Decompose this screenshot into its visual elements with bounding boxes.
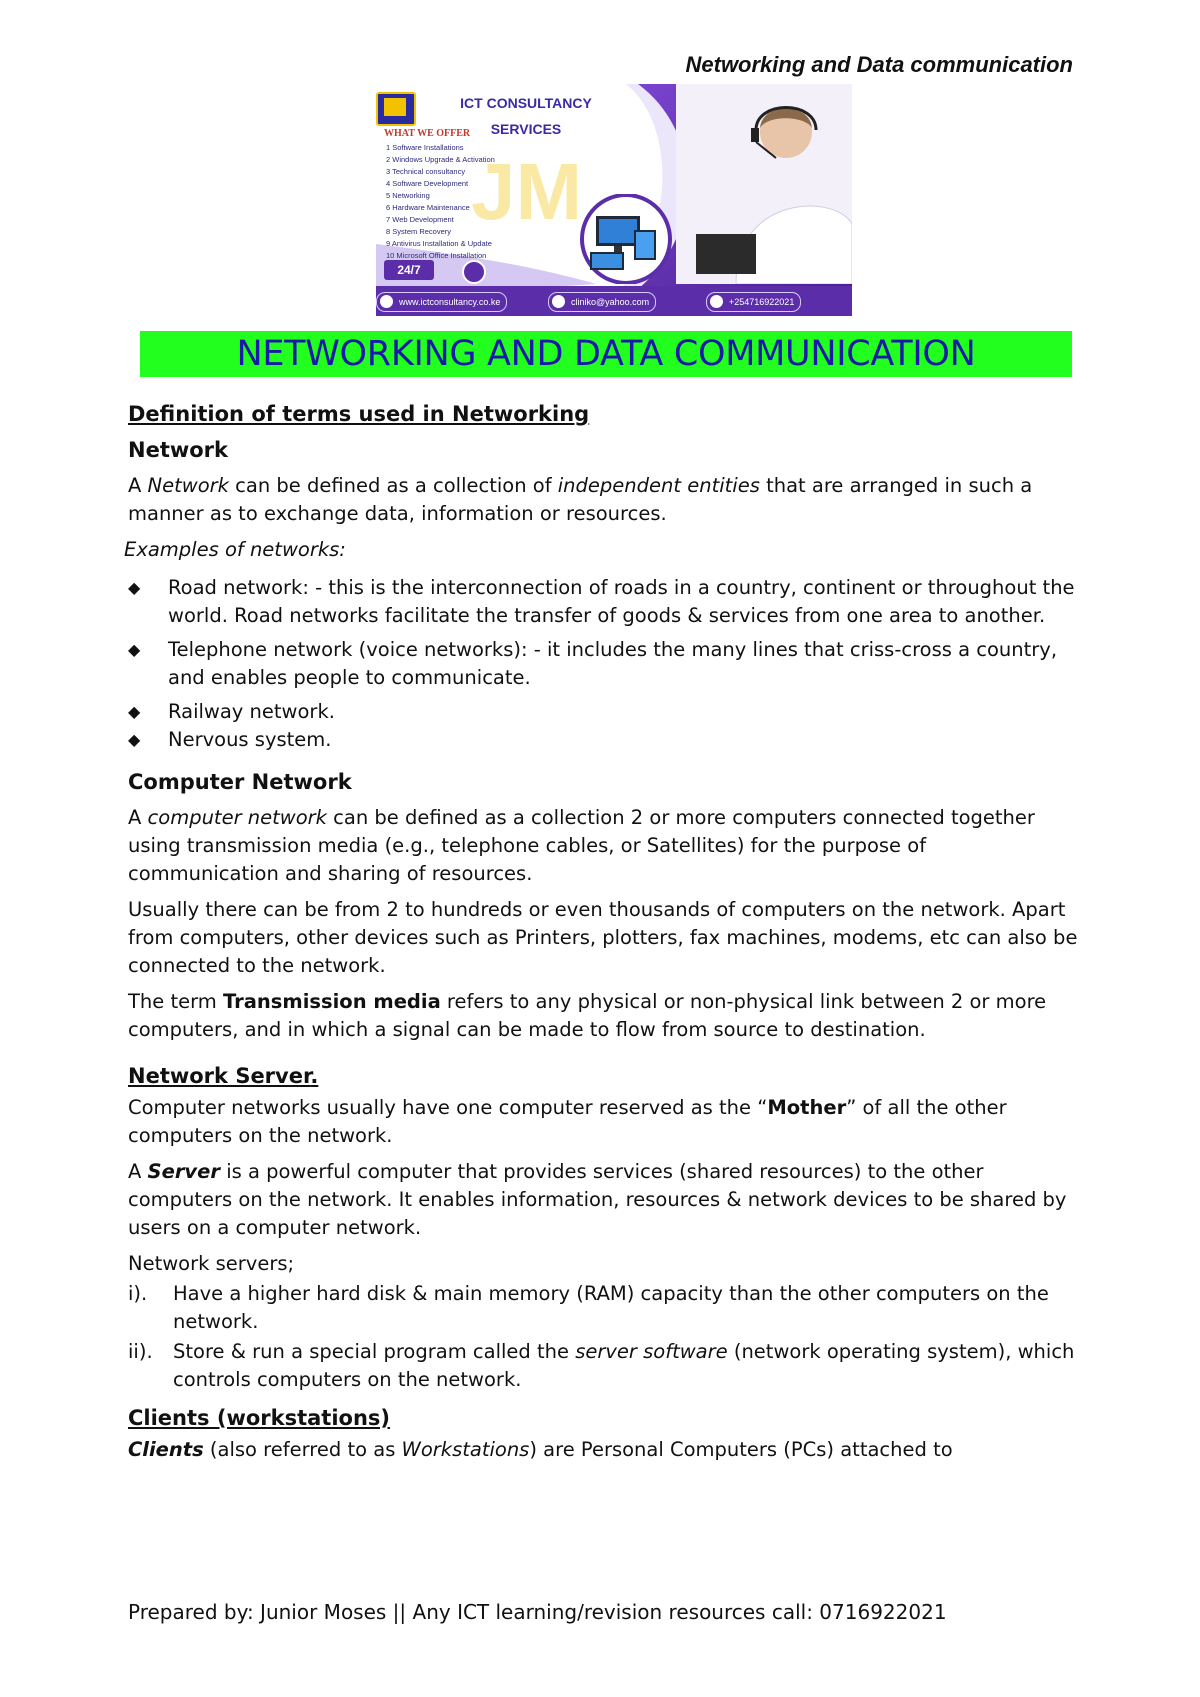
banner-email xyxy=(548,292,656,312)
page-title: NETWORKING AND DATA COMMUNICATION xyxy=(140,331,1072,377)
banner-phone xyxy=(706,292,801,312)
network-heading: Network xyxy=(128,438,229,462)
list-number: i). xyxy=(128,1282,148,1305)
banner-service-item: 2 Windows Upgrade & Activation xyxy=(386,155,495,164)
list-number: ii). xyxy=(128,1340,153,1363)
term-network: Network xyxy=(147,474,229,497)
list-item-text: Railway network. xyxy=(168,700,335,723)
term-computer-network: computer network xyxy=(147,806,327,829)
text-run: refers to any physical or non-physical link between 2 or more computers, and in which a signal can be made to flow from source to destination. xyxy=(128,990,1047,1041)
examples-list xyxy=(128,574,1078,754)
list-item xyxy=(128,574,1078,630)
term-server: Server xyxy=(147,1160,220,1183)
banner-service-item: 10 Microsoft Office Installation xyxy=(386,251,487,260)
list-item xyxy=(128,636,1078,692)
banner-website xyxy=(376,292,507,312)
transmission-media-para xyxy=(128,988,1078,1044)
network-definition xyxy=(128,472,1078,528)
term-workstations: Workstations xyxy=(401,1438,530,1461)
svg-text:JM: JM xyxy=(471,147,583,236)
text-run: (also referred to as xyxy=(203,1438,402,1461)
document-body xyxy=(124,400,1078,1472)
clock-icon xyxy=(462,260,486,284)
text-run: can be defined as a collection of xyxy=(228,474,558,497)
list-item-text: Nervous system. xyxy=(168,728,332,751)
banner-services-list xyxy=(386,142,495,262)
text-run: that are arranged in such a manner as to exchange data, information or resources. xyxy=(128,474,1033,525)
definition-heading: Definition of terms used in Networking xyxy=(128,402,590,426)
diamond-bullet-icon: ◆ xyxy=(128,578,141,597)
term-independent-entities: independent entities xyxy=(557,474,760,497)
text-run: ” of all the other computers on the network. xyxy=(128,1096,1007,1147)
examples-label: Examples of networks: xyxy=(124,538,346,561)
clients-heading: Clients (workstations) xyxy=(128,1406,391,1430)
text-run: Store & run a special program called the xyxy=(173,1340,576,1363)
banner-service-item: 8 System Recovery xyxy=(386,227,452,236)
text-run: A xyxy=(128,474,148,497)
availability-badge: 24/7 xyxy=(384,260,434,280)
banner-title: ICT CONSULTANCY SERVICES xyxy=(460,95,592,137)
list-item-text: Have a higher hard disk & main memory (RAM) capacity than the other computers on the network. xyxy=(173,1282,1049,1333)
diamond-bullet-icon: ◆ xyxy=(128,640,141,659)
computer-network-definition xyxy=(128,804,1078,888)
banner-service-item: 3 Technical consultancy xyxy=(386,167,466,176)
list-item-text: Road network: - this is the interconnection of roads in a country, continent or throughout the world. Road networks facilitate the transfer of goods & services from one area to another. xyxy=(168,576,1075,627)
server-para2 xyxy=(128,1158,1078,1242)
banner-phone-text: +254716922021 xyxy=(729,297,795,307)
text-run: ) are Personal Computers (PCs) attached to xyxy=(529,1438,953,1461)
banner-service-item: 5 Networking xyxy=(386,191,430,200)
diamond-bullet-icon: ◆ xyxy=(128,702,141,721)
servers-list-intro: Network servers; xyxy=(128,1252,295,1275)
text-run: A xyxy=(128,1160,148,1183)
diamond-bullet-icon: ◆ xyxy=(128,730,141,749)
network-server-heading-text: Network Server xyxy=(128,1064,311,1088)
network-server-heading xyxy=(128,1062,1078,1090)
banner-service-item: 6 Hardware Maintenance xyxy=(386,203,470,212)
list-item xyxy=(128,698,1078,726)
banner-service-item: 7 Web Development xyxy=(386,215,454,224)
computer-devices-icon xyxy=(576,194,676,284)
text-run: A xyxy=(128,806,148,829)
page-footer: Prepared by: Junior Moses || Any ICT learning/revision resources call: 0716922021 xyxy=(128,1600,947,1624)
text-run: (network operating system), which controls computers on the network. xyxy=(173,1340,1075,1391)
servers-list xyxy=(128,1280,1078,1394)
banner-service-item: 9 Antivirus Installation & Update xyxy=(386,239,492,248)
list-item xyxy=(128,726,1078,754)
logo-icon xyxy=(376,92,416,126)
text-run: can be defined as a collection 2 or more computers connected together using transmission media (e.g., telephone cables, or Satellites) for the purpose of communication and sharing of resources. xyxy=(128,806,1035,885)
term-mother: Mother xyxy=(767,1096,847,1119)
banner-service-item: 1 Software Installations xyxy=(386,143,464,152)
text-run: Computer networks usually have one computer reserved as the “ xyxy=(128,1096,768,1119)
text-run: The term xyxy=(128,990,223,1013)
term-transmission-media: Transmission media xyxy=(222,990,441,1013)
banner-website-text: www.ictconsultancy.co.ke xyxy=(399,297,501,307)
clients-para xyxy=(128,1436,1078,1464)
advert-banner xyxy=(376,84,852,328)
term-clients: Clients xyxy=(128,1438,204,1461)
banner-what-we-offer: WHAT WE OFFER xyxy=(384,128,471,139)
computer-network-heading: Computer Network xyxy=(128,770,352,794)
support-agent-icon xyxy=(676,84,852,284)
banner-email-text: cliniko@yahoo.com xyxy=(571,297,650,307)
banner-service-item: 4 Software Development xyxy=(386,179,469,188)
computer-network-para2: Usually there can be from 2 to hundreds or even thousands of computers on the network. Apart from computers, other devices such as Printers, plotters, fax machines, modems, etc can also be connected to the network. xyxy=(128,898,1078,977)
text-run: . xyxy=(310,1064,319,1088)
term-server-software: server software xyxy=(575,1340,728,1363)
running-header: Networking and Data communication xyxy=(685,52,1073,77)
server-para1 xyxy=(128,1094,1078,1150)
list-item xyxy=(128,1280,1078,1336)
text-run: is a powerful computer that provides services (shared resources) to the other computers on the network. It enables information, resources & network devices to be shared by users on a computer network. xyxy=(128,1160,1067,1239)
list-item-text: Telephone network (voice networks): - it includes the many lines that criss-cross a country, and enables people to communicate. xyxy=(168,638,1058,689)
list-item xyxy=(128,1338,1078,1394)
